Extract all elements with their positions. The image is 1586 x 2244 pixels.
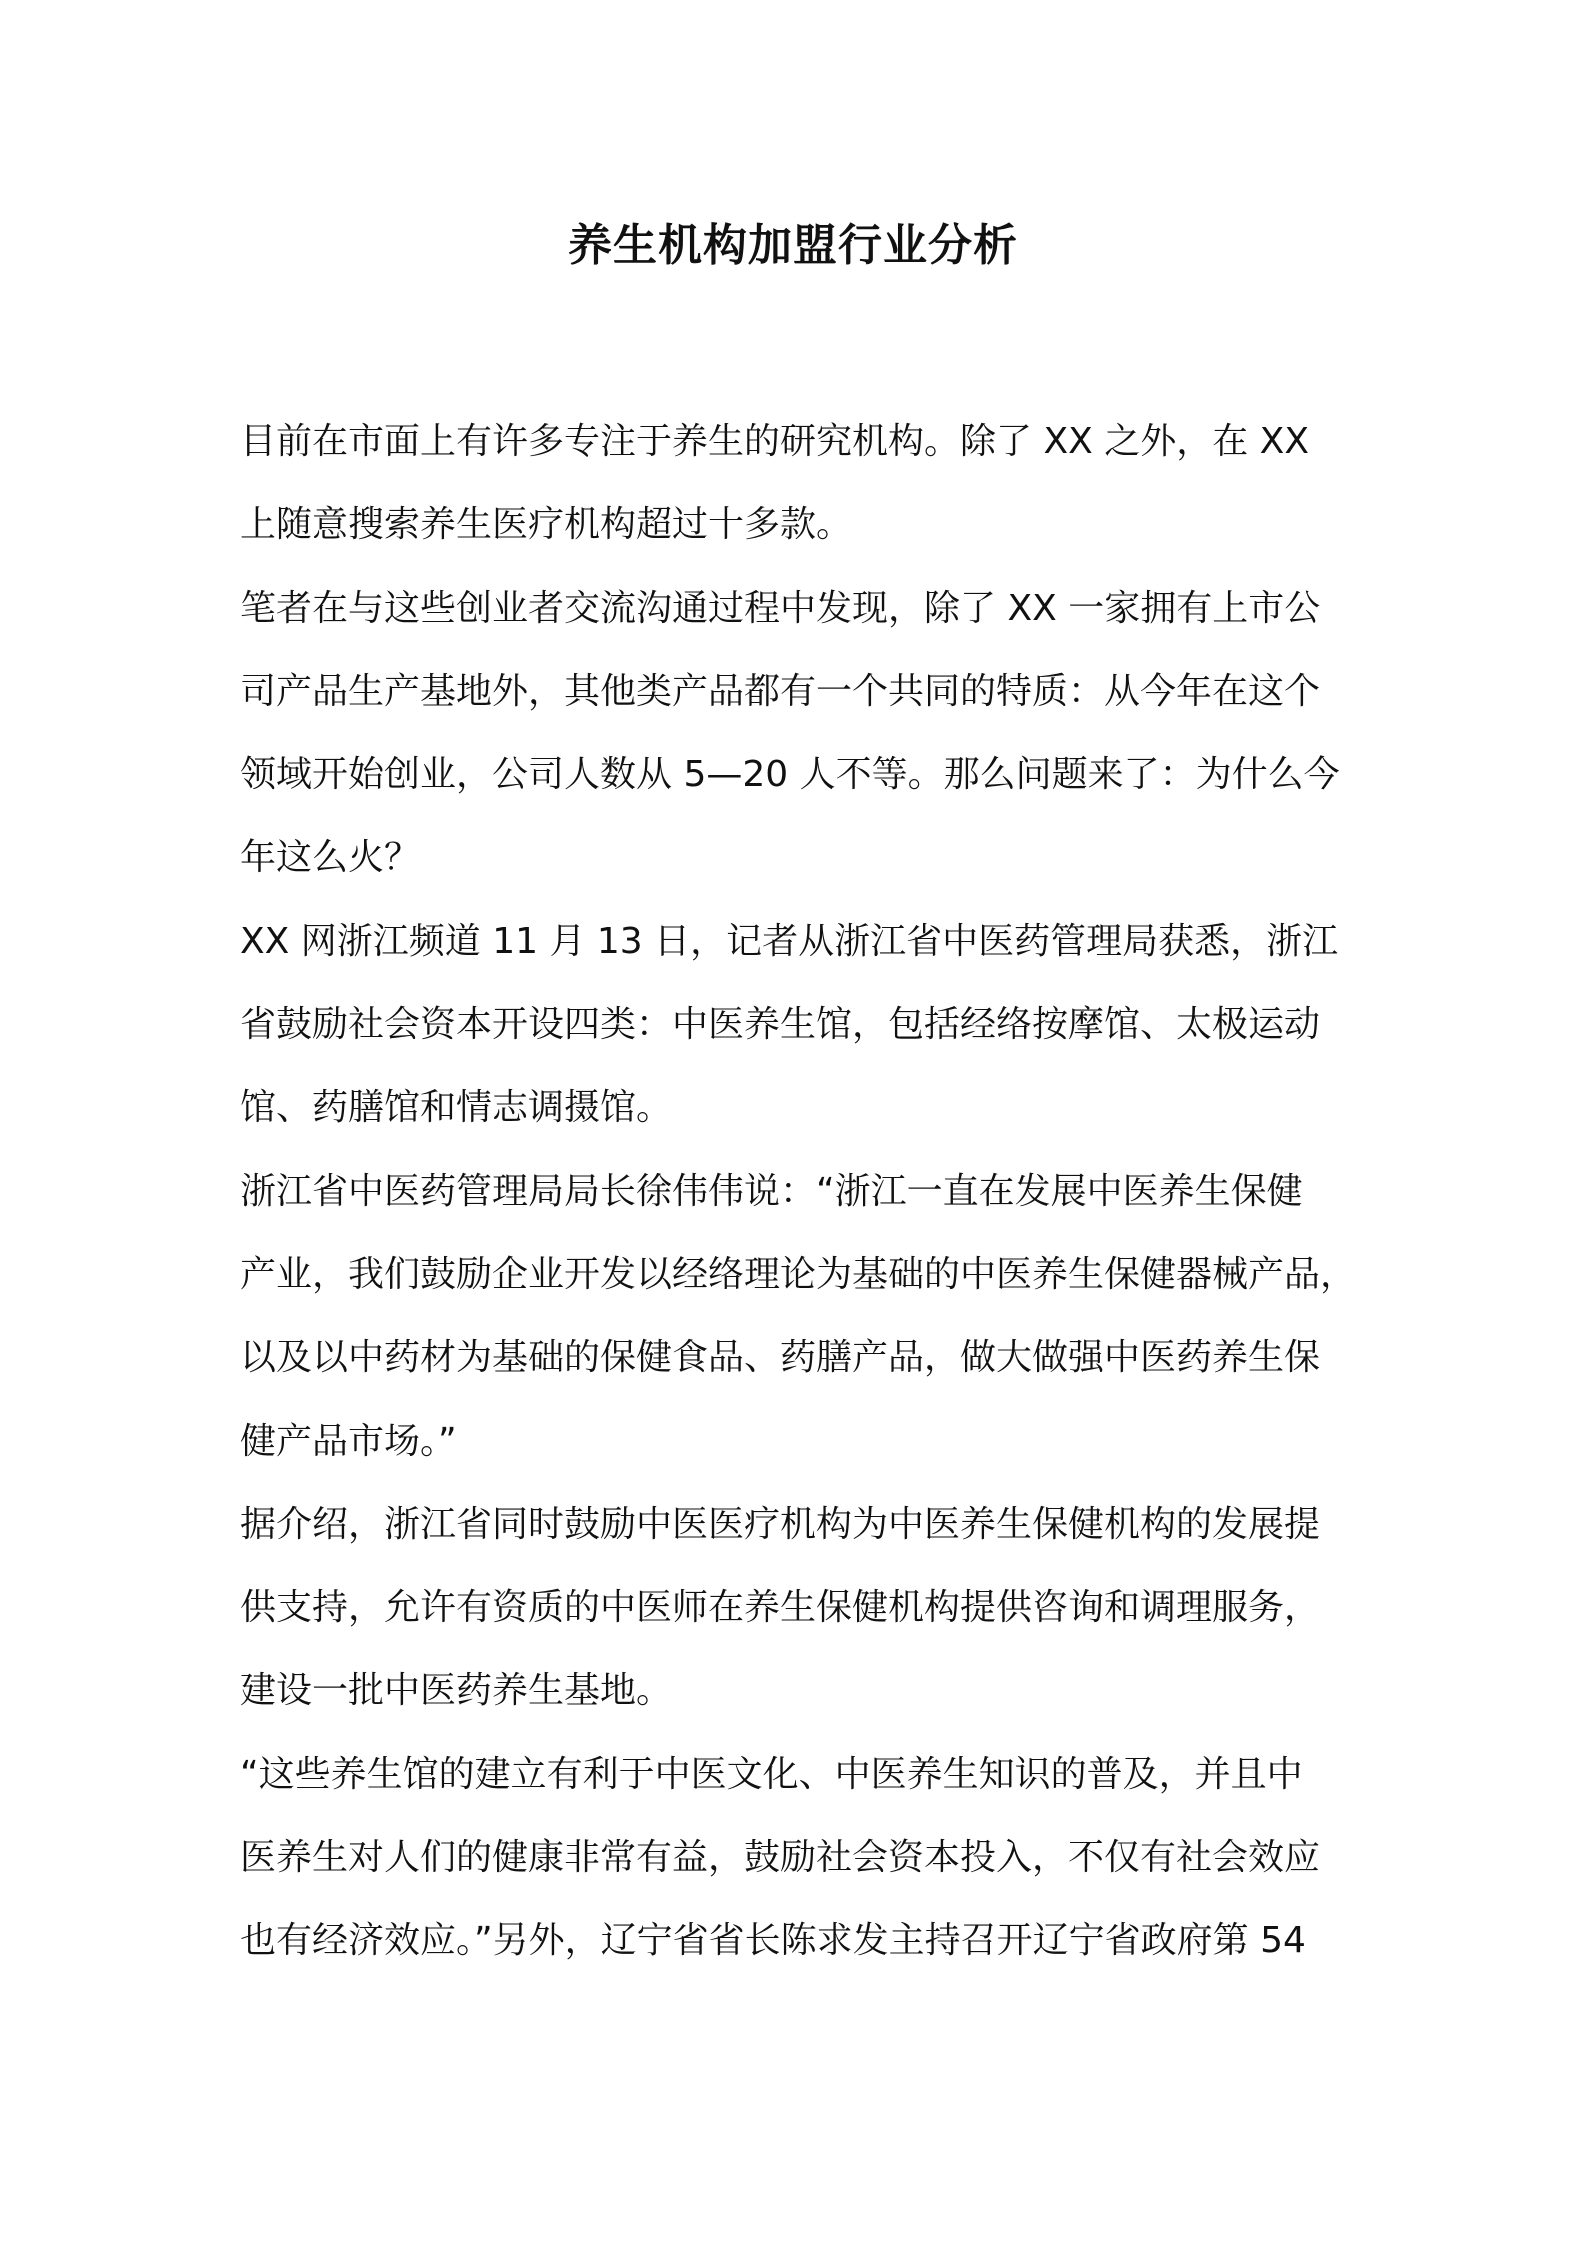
body-line: 医养生对人们的健康非常有益，鼓励社会资本投入，不仅有社会效应 xyxy=(240,1837,1321,1879)
body-line: 领域开始创业，公司人数从 5—20 人不等。那么问题来了：为什么今 xyxy=(240,754,1340,796)
body-line: 笔者在与这些创业者交流沟通过程中发现，除了 XX 一家拥有上市公 xyxy=(240,587,1321,629)
body-line: 也有经济效应。”另外，辽宁省省长陈求发主持召开辽宁省政府第 54 xyxy=(240,1920,1306,1962)
body-line: “这些养生馆的建立有利于中医文化、中医养生知识的普及，并且中 xyxy=(240,1753,1303,1795)
document-title: 养生机构加盟行业分析 xyxy=(568,220,1018,271)
body-line: 司产品生产基地外，其他类产品都有一个共同的特质：从今年在这个 xyxy=(240,670,1321,712)
body-line: 省鼓励社会资本开设四类：中医养生馆，包括经络按摩馆、太极运动 xyxy=(240,1004,1321,1046)
body-line: 上随意搜索养生医疗机构超过十多款。 xyxy=(240,504,853,546)
body-line: 供支持，允许有资质的中医师在养生保健机构提供咨询和调理服务， xyxy=(240,1587,1321,1629)
body-line: 年这么火？ xyxy=(240,837,421,879)
body-line: 产业，我们鼓励企业开发以经络理论为基础的中医养生保健器械产品， xyxy=(240,1253,1357,1295)
document-body xyxy=(240,400,1365,1983)
body-line: 浙江省中医药管理局局长徐伟伟说：“浙江一直在发展中医养生保健 xyxy=(240,1170,1303,1212)
body-line: 以及以中药材为基础的保健食品、药膳产品，做大做强中医药养生保 xyxy=(240,1337,1321,1379)
body-line: 目前在市面上有许多专注于养生的研究机构。除了 XX 之外，在 XX xyxy=(240,421,1309,462)
body-line: XX 网浙江频道 11 月 13 日，记者从浙江省中医药管理局获悉，浙江 xyxy=(240,920,1339,962)
body-line: 馆、药膳馆和情志调摄馆。 xyxy=(240,1087,673,1129)
body-line: 建设一批中医药养生基地。 xyxy=(240,1670,673,1712)
body-line: 健产品市场。” xyxy=(240,1420,457,1462)
body-line: 据介绍，浙江省同时鼓励中医医疗机构为中医养生保健机构的发展提 xyxy=(240,1503,1321,1545)
